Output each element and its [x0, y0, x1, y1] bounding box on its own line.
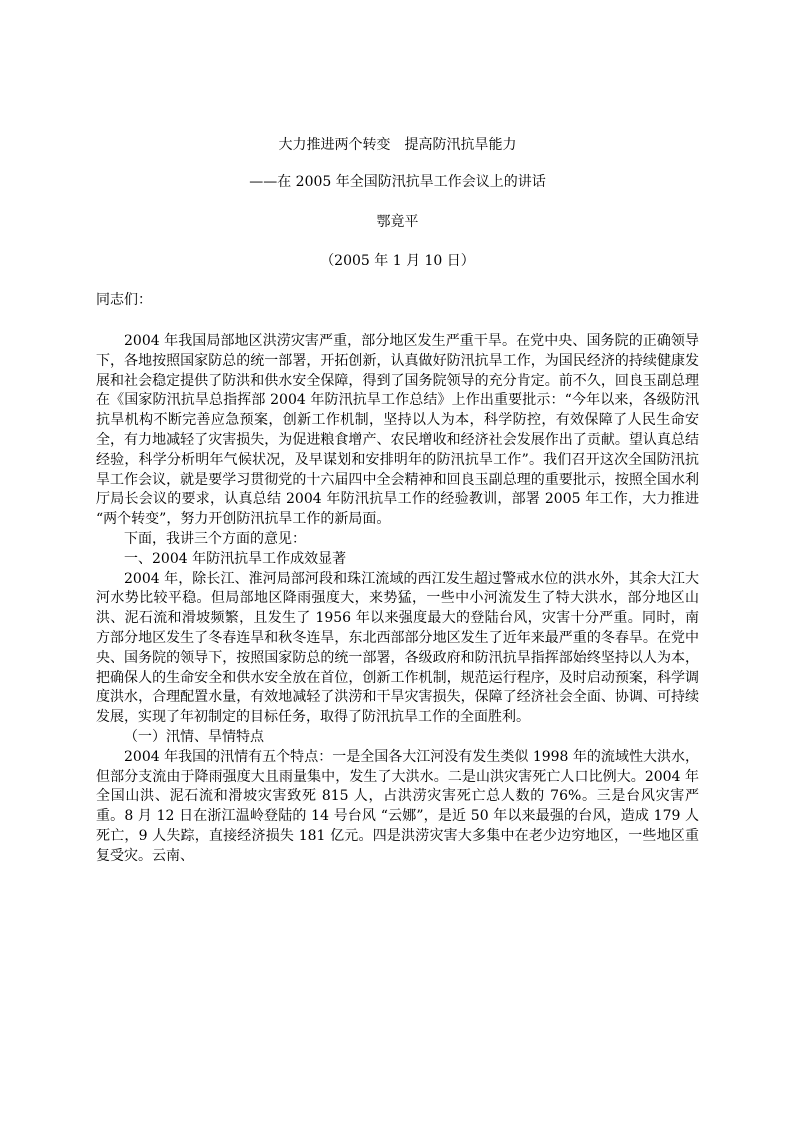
document-subtitle: ——在 2005 年全国防汛抗旱工作会议上的讲话 — [249, 174, 546, 190]
subsection-heading-1: （一）汛情、旱情特点 — [124, 728, 264, 745]
paragraph-subsection-1: 2004 年我国的汛情有五个特点：一是全国各大江河没有发生类似 1998 年的流域性大洪水，但部分支流由于降雨强度大且雨量集中，发生了大洪水。二是山洪灾害死亡人口比例大。2004 年全国山洪、泥石流和滑坡灾害致死 815 人，占洪涝灾害死亡总人数的 76%。三是台风灾害严重。8 月 12 日在浙江温岭登陆的 14 号台风 “云娜”，是近 50 年以来最强的台风，造成 179 人死亡，9 人失踪，直接经济损失 181 亿元。四是洪涝灾害大多集中在老少边穷地区，一些地区重复受灾。云南、 — [96, 748, 699, 864]
paragraph-section-1: 2004 年，除长江、淮河局部河段和珠江流域的西江发生超过警戒水位的洪水外，其余大江大河水势比较平稳。但局部地区降雨强度大，来势猛，一些中小河流发生了特大洪水，部分地区山洪、泥石流和滑坡频繁，且发生了 1956 年以来强度最大的登陆台风，灾害十分严重。同时，南方部分地区发生了冬春连旱和秋冬连旱，东北西部部分地区发生了近年来最严重的冬春旱。在党中央、国务院的领导下，按照国家防总的统一部署，各级政府和防汛抗旱指挥部始终坚持以人为本，把确保人的生命安全和供水安全放在首位，创新工作机制，规范运行程序，及时启动预案，科学调度洪水，合理配置水量，有效地减轻了洪涝和干旱灾害损失，保障了经济社会全面、协调、可持续发展，实现了年初制定的目标任务，取得了防汛抗旱工作的全面胜利。 — [96, 570, 699, 726]
paragraph-outline: 下面，我讲三个方面的意见： — [124, 530, 306, 547]
document-title: 大力推进两个转变 提高防汛抗旱能力 — [278, 137, 517, 153]
greeting: 同志们： — [96, 292, 152, 308]
author-name: 鄂竟平 — [376, 214, 419, 230]
paragraph-intro: 2004 年我国局部地区洪涝灾害严重，部分地区发生严重干旱。在党中央、国务院的正确领导下，各地按照国家防总的统一部署，开拓创新，认真做好防汛抗旱工作，为国民经济的持续健康发展和社会稳定提供了防洪和供水安全保障，得到了国务院领导的充分肯定。前不久，回良玉副总理在《国家防汛抗旱总指挥部 2004 年防汛抗旱工作总结》上作出重要批示：“今年以来，各级防汛抗旱机构不断完善应急预案，创新工作机制，坚持以人为本，科学防控，有效保障了人民生命安全，有力地减轻了灾害损失，为促进粮食增产、农民增收和经济社会发展作出了贡献。望认真总结经验，科学分析明年气候状况，及早谋划和安排明年的防汛抗旱工作”。我们召开这次全国防汛抗旱工作会议，就是要学习贯彻党的十六届四中全会精神和回良玉副总理的重要批示，按照全国水利厅局长会议的要求，认真总结 2004 年防汛抗旱工作的经验教训，部署 2005 年工作，大力推进 “两个转变”，努力开创防汛抗旱工作的新局面。 — [96, 333, 699, 528]
speech-date: （2005 年 1 月 10 日） — [320, 253, 475, 269]
section-heading-1: 一、2004 年防汛抗旱工作成效显著 — [124, 550, 347, 567]
